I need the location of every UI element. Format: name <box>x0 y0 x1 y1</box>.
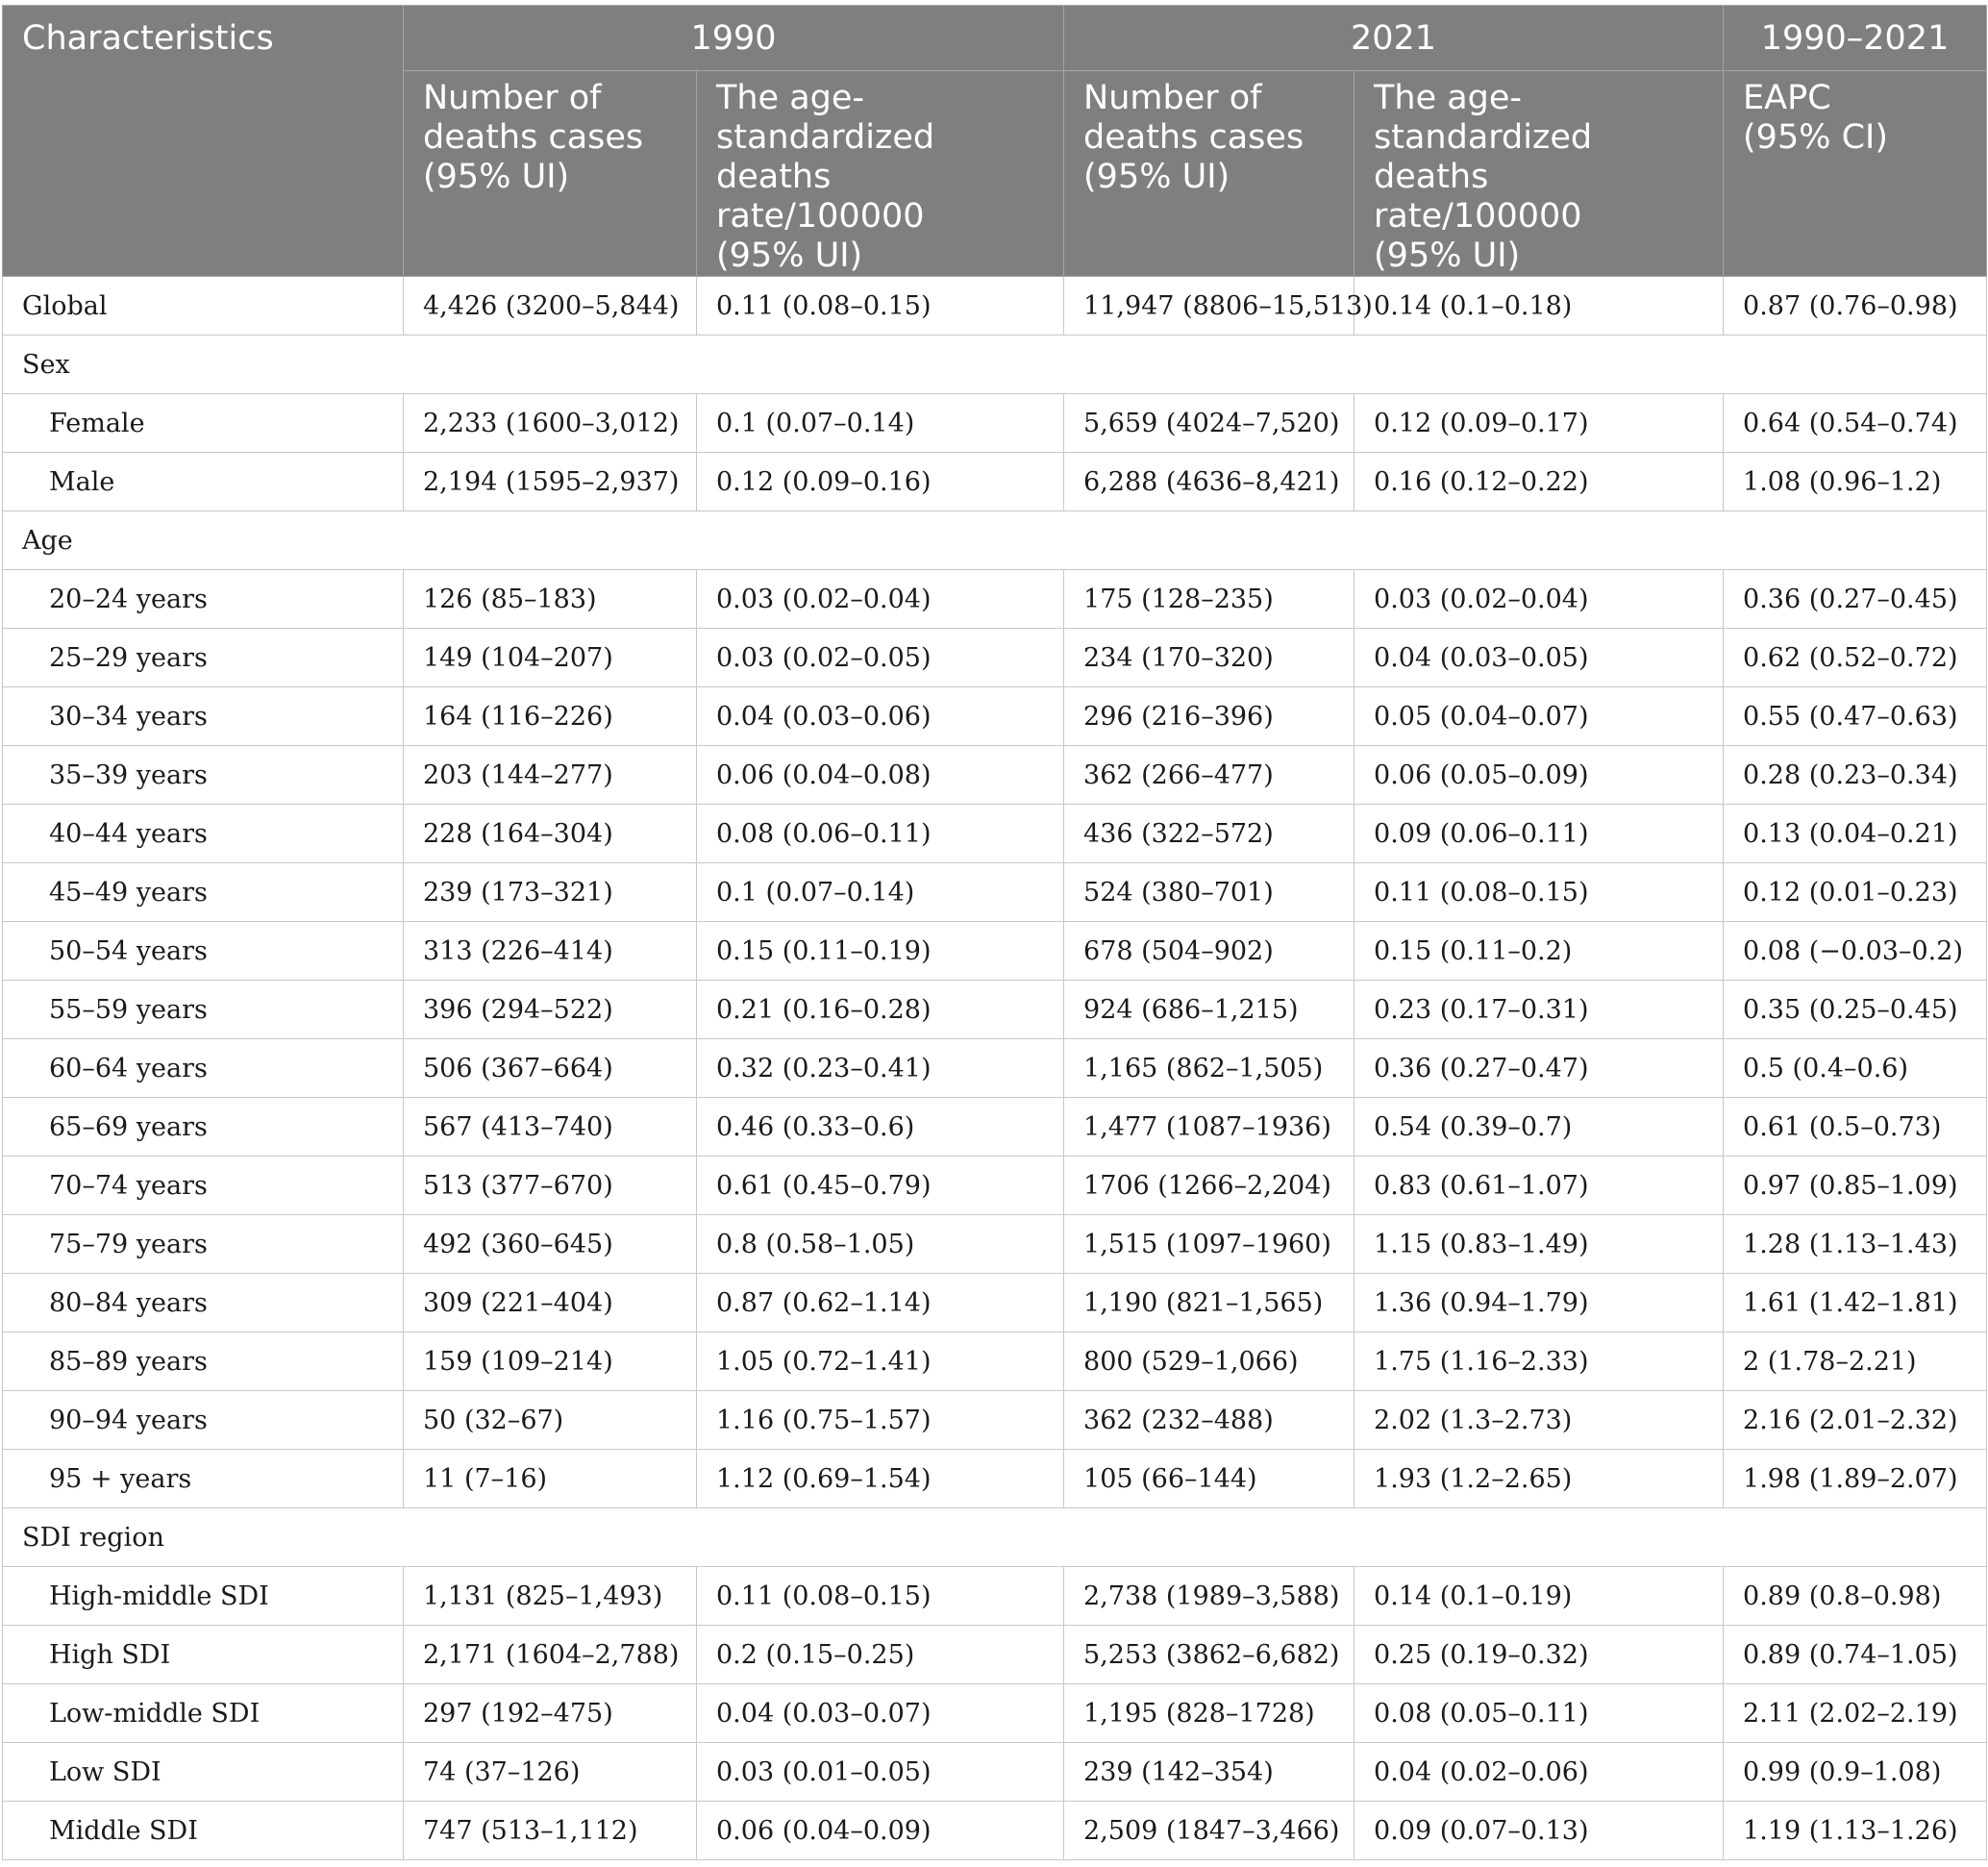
deaths-2021-cell: 105 (66–144) <box>1064 1450 1354 1508</box>
table-row <box>3 805 1987 863</box>
row-label: 55–59 years <box>3 981 404 1039</box>
rate-2021-cell: 0.16 (0.12–0.22) <box>1354 453 1724 511</box>
rate-2021-cell: 0.09 (0.07–0.13) <box>1354 1802 1724 1860</box>
row-label: 50–54 years <box>3 922 404 981</box>
row-label: Low SDI <box>3 1743 404 1802</box>
table-row <box>3 1098 1987 1157</box>
table-row <box>3 1684 1987 1743</box>
rate-2021-cell: 0.03 (0.02–0.04) <box>1354 570 1724 629</box>
row-label: 60–64 years <box>3 1039 404 1098</box>
table-row <box>3 687 1987 746</box>
row-label: 40–44 years <box>3 805 404 863</box>
rate-1990-cell: 0.08 (0.06–0.11) <box>697 805 1064 863</box>
deaths-1990-cell: 149 (104–207) <box>404 629 697 687</box>
rate-1990-cell: 1.12 (0.69–1.54) <box>697 1450 1064 1508</box>
deaths-2021-cell: 175 (128–235) <box>1064 570 1354 629</box>
col-deaths-1990-header: Number of deaths cases (95% UI) <box>404 71 697 277</box>
eapc-cell: 0.89 (0.74–1.05) <box>1724 1626 1987 1684</box>
deaths-1990-cell: 159 (109–214) <box>404 1332 697 1391</box>
rate-1990-cell: 1.05 (0.72–1.41) <box>697 1332 1064 1391</box>
rate-2021-cell: 0.06 (0.05–0.09) <box>1354 746 1724 805</box>
deaths-1990-cell: 513 (377–670) <box>404 1157 697 1215</box>
rate-1990-cell: 0.04 (0.03–0.07) <box>697 1684 1064 1743</box>
rate-1990-cell: 0.21 (0.16–0.28) <box>697 981 1064 1039</box>
table-row <box>3 1391 1987 1450</box>
deaths-2021-cell: 524 (380–701) <box>1064 863 1354 922</box>
rate-2021-cell: 0.14 (0.1–0.18) <box>1354 277 1724 336</box>
eapc-cell: 0.62 (0.52–0.72) <box>1724 629 1987 687</box>
rate-2021-cell: 1.75 (1.16–2.33) <box>1354 1332 1724 1391</box>
eapc-cell: 2.11 (2.02–2.19) <box>1724 1684 1987 1743</box>
deaths-1990-cell: 4,426 (3200–5,844) <box>404 277 697 336</box>
col-group-2021: 2021 <box>1064 6 1724 71</box>
row-label: 80–84 years <box>3 1274 404 1332</box>
deaths-1990-cell: 126 (85–183) <box>404 570 697 629</box>
deaths-1990-cell: 297 (192–475) <box>404 1684 697 1743</box>
rate-2021-cell: 0.08 (0.05–0.11) <box>1354 1684 1724 1743</box>
row-label: 45–49 years <box>3 863 404 922</box>
rate-2021-cell: 0.11 (0.08–0.15) <box>1354 863 1724 922</box>
rate-1990-cell: 1.16 (0.75–1.57) <box>697 1391 1064 1450</box>
rate-2021-cell: 0.09 (0.06–0.11) <box>1354 805 1724 863</box>
deaths-2021-cell: 5,253 (3862–6,682) <box>1064 1626 1354 1684</box>
rate-2021-cell: 0.04 (0.03–0.05) <box>1354 629 1724 687</box>
deaths-1990-cell: 396 (294–522) <box>404 981 697 1039</box>
rate-2021-cell: 0.36 (0.27–0.47) <box>1354 1039 1724 1098</box>
eapc-cell: 0.28 (0.23–0.34) <box>1724 746 1987 805</box>
col-rate-2021-header: The age- standardized deaths rate/100000 (95% UI) <box>1354 71 1724 277</box>
deaths-1990-cell: 309 (221–404) <box>404 1274 697 1332</box>
col-rate-1990-header: The age- standardized deaths rate/100000 (95% UI) <box>697 71 1064 277</box>
deaths-1990-cell: 228 (164–304) <box>404 805 697 863</box>
eapc-cell: 1.28 (1.13–1.43) <box>1724 1215 1987 1274</box>
rate-2021-cell: 0.12 (0.09–0.17) <box>1354 394 1724 453</box>
row-label: 65–69 years <box>3 1098 404 1157</box>
deaths-2021-cell: 2,738 (1989–3,588) <box>1064 1567 1354 1626</box>
group-row <box>3 1508 1987 1567</box>
col-group-1990: 1990 <box>404 6 1064 71</box>
eapc-cell: 0.5 (0.4–0.6) <box>1724 1039 1987 1098</box>
col-group-1990-2021: 1990–2021 <box>1724 6 1987 71</box>
deaths-1990-cell: 1,131 (825–1,493) <box>404 1567 697 1626</box>
rate-1990-cell: 0.8 (0.58–1.05) <box>697 1215 1064 1274</box>
eapc-cell: 1.98 (1.89–2.07) <box>1724 1450 1987 1508</box>
deaths-1990-cell: 2,171 (1604–2,788) <box>404 1626 697 1684</box>
row-label: Female <box>3 394 404 453</box>
deaths-1990-cell: 74 (37–126) <box>404 1743 697 1802</box>
col-deaths-2021-header: Number of deaths cases (95% UI) <box>1064 71 1354 277</box>
deaths-1990-cell: 313 (226–414) <box>404 922 697 981</box>
row-label: 85–89 years <box>3 1332 404 1391</box>
table-row <box>3 453 1987 511</box>
rate-1990-cell: 0.03 (0.02–0.04) <box>697 570 1064 629</box>
col-characteristics-header: Characteristics <box>3 6 404 277</box>
rate-1990-cell: 0.04 (0.03–0.06) <box>697 687 1064 746</box>
row-label: Global <box>3 277 404 336</box>
row-label: 20–24 years <box>3 570 404 629</box>
deaths-2021-cell: 11,947 (8806–15,513) <box>1064 277 1354 336</box>
table-row <box>3 1157 1987 1215</box>
row-label: Middle SDI <box>3 1802 404 1860</box>
deaths-1990-cell: 203 (144–277) <box>404 746 697 805</box>
deaths-2021-cell: 296 (216–396) <box>1064 687 1354 746</box>
deaths-2021-cell: 924 (686–1,215) <box>1064 981 1354 1039</box>
eapc-cell: 1.08 (0.96–1.2) <box>1724 453 1987 511</box>
deaths-2021-cell: 678 (504–902) <box>1064 922 1354 981</box>
table-row <box>3 277 1987 336</box>
table-row <box>3 1215 1987 1274</box>
row-label: 95 + years <box>3 1450 404 1508</box>
table-row <box>3 629 1987 687</box>
eapc-cell: 0.97 (0.85–1.09) <box>1724 1157 1987 1215</box>
rate-1990-cell: 0.11 (0.08–0.15) <box>697 277 1064 336</box>
deaths-2021-cell: 2,509 (1847–3,466) <box>1064 1802 1354 1860</box>
table-row <box>3 1274 1987 1332</box>
rate-1990-cell: 0.03 (0.01–0.05) <box>697 1743 1064 1802</box>
row-label: Male <box>3 453 404 511</box>
rate-1990-cell: 0.1 (0.07–0.14) <box>697 863 1064 922</box>
row-label: High-middle SDI <box>3 1567 404 1626</box>
rate-2021-cell: 1.93 (1.2–2.65) <box>1354 1450 1724 1508</box>
table-row <box>3 1039 1987 1098</box>
deaths-2021-cell: 5,659 (4024–7,520) <box>1064 394 1354 453</box>
table-row <box>3 746 1987 805</box>
rate-2021-cell: 0.23 (0.17–0.31) <box>1354 981 1724 1039</box>
rate-2021-cell: 0.05 (0.04–0.07) <box>1354 687 1724 746</box>
group-label: SDI region <box>3 1508 1987 1567</box>
table-header <box>3 6 1987 277</box>
row-label: High SDI <box>3 1626 404 1684</box>
deaths-1990-cell: 506 (367–664) <box>404 1039 697 1098</box>
deaths-2021-cell: 1,165 (862–1,505) <box>1064 1039 1354 1098</box>
deaths-1990-cell: 239 (173–321) <box>404 863 697 922</box>
eapc-cell: 0.61 (0.5–0.73) <box>1724 1098 1987 1157</box>
row-label: 70–74 years <box>3 1157 404 1215</box>
rate-2021-cell: 1.15 (0.83–1.49) <box>1354 1215 1724 1274</box>
table-row <box>3 394 1987 453</box>
table-row <box>3 863 1987 922</box>
eapc-cell: 0.64 (0.54–0.74) <box>1724 394 1987 453</box>
mortality-table <box>2 5 1987 1860</box>
eapc-cell: 0.89 (0.8–0.98) <box>1724 1567 1987 1626</box>
table-row <box>3 1332 1987 1391</box>
table-container <box>2 5 1986 1860</box>
table-row <box>3 1450 1987 1508</box>
deaths-2021-cell: 1,515 (1097–1960) <box>1064 1215 1354 1274</box>
row-label: Low-middle SDI <box>3 1684 404 1743</box>
eapc-cell: 0.99 (0.9–1.08) <box>1724 1743 1987 1802</box>
row-label: 35–39 years <box>3 746 404 805</box>
deaths-2021-cell: 362 (232–488) <box>1064 1391 1354 1450</box>
table-row <box>3 1743 1987 1802</box>
deaths-2021-cell: 800 (529–1,066) <box>1064 1332 1354 1391</box>
deaths-1990-cell: 11 (7–16) <box>404 1450 697 1508</box>
deaths-1990-cell: 492 (360–645) <box>404 1215 697 1274</box>
rate-2021-cell: 0.04 (0.02–0.06) <box>1354 1743 1724 1802</box>
rate-1990-cell: 0.61 (0.45–0.79) <box>697 1157 1064 1215</box>
eapc-cell: 0.55 (0.47–0.63) <box>1724 687 1987 746</box>
deaths-2021-cell: 1706 (1266–2,204) <box>1064 1157 1354 1215</box>
eapc-cell: 0.36 (0.27–0.45) <box>1724 570 1987 629</box>
rate-2021-cell: 0.14 (0.1–0.19) <box>1354 1567 1724 1626</box>
rate-2021-cell: 0.25 (0.19–0.32) <box>1354 1626 1724 1684</box>
group-row <box>3 511 1987 570</box>
rate-2021-cell: 0.15 (0.11–0.2) <box>1354 922 1724 981</box>
table-body <box>3 277 1987 1860</box>
eapc-cell: 0.08 (−0.03–0.2) <box>1724 922 1987 981</box>
rate-1990-cell: 0.11 (0.08–0.15) <box>697 1567 1064 1626</box>
rate-1990-cell: 0.1 (0.07–0.14) <box>697 394 1064 453</box>
table-row <box>3 1626 1987 1684</box>
table-row <box>3 570 1987 629</box>
deaths-2021-cell: 362 (266–477) <box>1064 746 1354 805</box>
rate-2021-cell: 2.02 (1.3–2.73) <box>1354 1391 1724 1450</box>
rate-2021-cell: 0.83 (0.61–1.07) <box>1354 1157 1724 1215</box>
deaths-1990-cell: 747 (513–1,112) <box>404 1802 697 1860</box>
deaths-2021-cell: 436 (322–572) <box>1064 805 1354 863</box>
rate-1990-cell: 0.2 (0.15–0.25) <box>697 1626 1064 1684</box>
deaths-2021-cell: 1,477 (1087–1936) <box>1064 1098 1354 1157</box>
deaths-2021-cell: 239 (142–354) <box>1064 1743 1354 1802</box>
rate-1990-cell: 0.32 (0.23–0.41) <box>697 1039 1064 1098</box>
eapc-cell: 0.13 (0.04–0.21) <box>1724 805 1987 863</box>
eapc-cell: 0.87 (0.76–0.98) <box>1724 277 1987 336</box>
deaths-2021-cell: 1,195 (828–1728) <box>1064 1684 1354 1743</box>
deaths-2021-cell: 234 (170–320) <box>1064 629 1354 687</box>
rate-2021-cell: 0.54 (0.39–0.7) <box>1354 1098 1724 1157</box>
deaths-1990-cell: 2,194 (1595–2,937) <box>404 453 697 511</box>
rate-1990-cell: 0.12 (0.09–0.16) <box>697 453 1064 511</box>
rate-1990-cell: 0.87 (0.62–1.14) <box>697 1274 1064 1332</box>
eapc-cell: 1.19 (1.13–1.26) <box>1724 1802 1987 1860</box>
rate-1990-cell: 0.46 (0.33–0.6) <box>697 1098 1064 1157</box>
deaths-2021-cell: 6,288 (4636–8,421) <box>1064 453 1354 511</box>
rate-2021-cell: 1.36 (0.94–1.79) <box>1354 1274 1724 1332</box>
row-label: 25–29 years <box>3 629 404 687</box>
rate-1990-cell: 0.15 (0.11–0.19) <box>697 922 1064 981</box>
eapc-cell: 1.61 (1.42–1.81) <box>1724 1274 1987 1332</box>
eapc-cell: 0.12 (0.01–0.23) <box>1724 863 1987 922</box>
group-label: Sex <box>3 336 1987 394</box>
deaths-1990-cell: 2,233 (1600–3,012) <box>404 394 697 453</box>
eapc-cell: 0.35 (0.25–0.45) <box>1724 981 1987 1039</box>
deaths-1990-cell: 567 (413–740) <box>404 1098 697 1157</box>
deaths-1990-cell: 50 (32–67) <box>404 1391 697 1450</box>
table-row <box>3 1567 1987 1626</box>
row-label: 30–34 years <box>3 687 404 746</box>
row-label: 75–79 years <box>3 1215 404 1274</box>
group-row <box>3 336 1987 394</box>
rate-1990-cell: 0.06 (0.04–0.09) <box>697 1802 1064 1860</box>
group-label: Age <box>3 511 1987 570</box>
deaths-2021-cell: 1,190 (821–1,565) <box>1064 1274 1354 1332</box>
deaths-1990-cell: 164 (116–226) <box>404 687 697 746</box>
rate-1990-cell: 0.06 (0.04–0.08) <box>697 746 1064 805</box>
table-row <box>3 922 1987 981</box>
table-row <box>3 1802 1987 1860</box>
rate-1990-cell: 0.03 (0.02–0.05) <box>697 629 1064 687</box>
table-row <box>3 981 1987 1039</box>
row-label: 90–94 years <box>3 1391 404 1450</box>
eapc-cell: 2 (1.78–2.21) <box>1724 1332 1987 1391</box>
col-eapc-header: EAPC (95% CI) <box>1724 71 1987 277</box>
eapc-cell: 2.16 (2.01–2.32) <box>1724 1391 1987 1450</box>
